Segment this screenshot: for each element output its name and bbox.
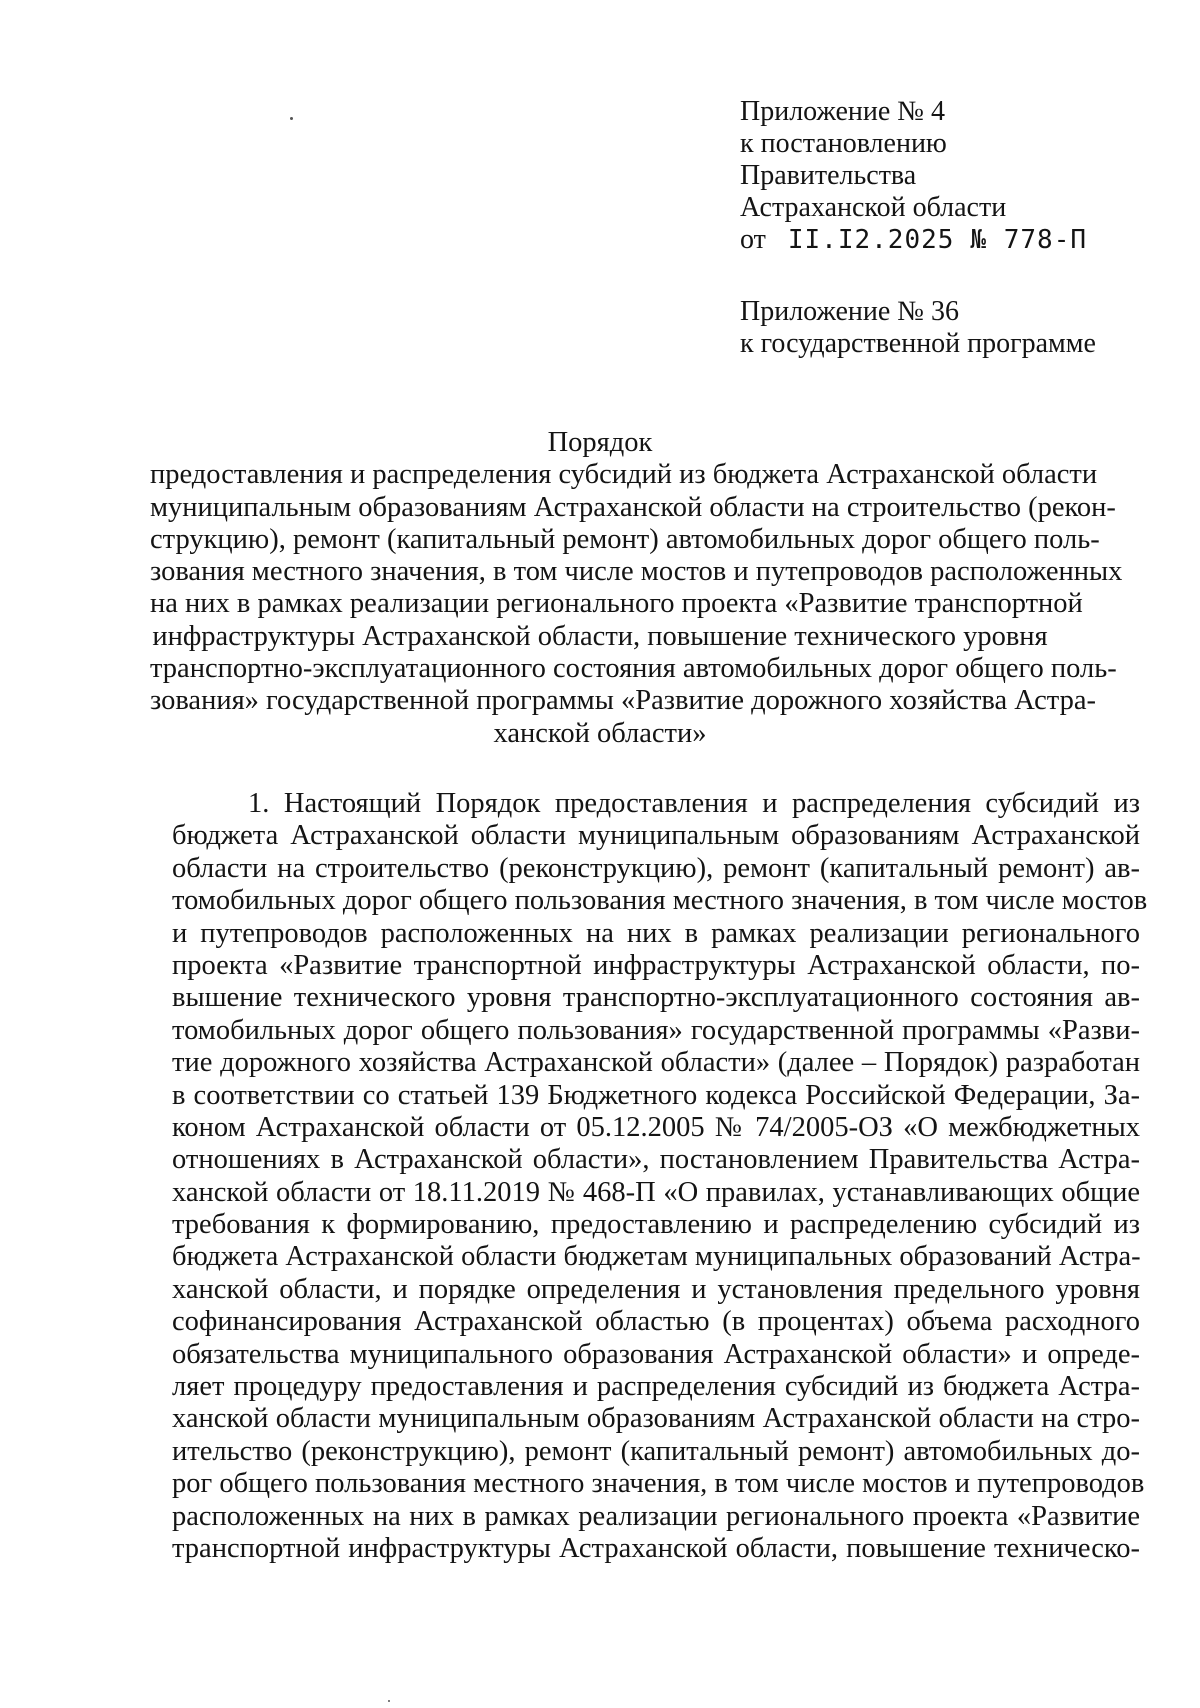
body-line: тие дорожного хозяйства Астраханской области» (далее – Порядок) разработан [172,1047,1140,1079]
body-line: расположенных на них в рамках реализации регионального проекта «Развитие [172,1500,1140,1532]
title-line: зования местного значения, в том числе мостов и путепроводов расположенных [150,556,1123,588]
paragraph-1 [172,788,1148,1565]
title-line: муниципальным образованиям Астраханской области на строительство (рекон- [150,491,1116,523]
body-line: софинансирования Астраханской областью (в процентах) объема расходного [172,1306,1140,1338]
body-line: томобильных дорог общего пользования местного значения, в том числе мостов [172,885,1148,917]
body-line: вышение технического уровня транспортно-эксплуатационного состояния ав- [172,982,1140,1014]
scan-speck [290,117,293,120]
title-line: на них в рамках реализации регионального проекта «Развитие транспортной [150,588,1083,620]
body-line: обязательства муниципального образования Астраханской области» и опреде- [172,1338,1140,1370]
body-line: ханской области, и порядке определения и установления предельного уровня [172,1273,1140,1305]
title-heading: Порядок [547,427,653,458]
body-line: ительство (реконструкцию), ремонт (капитальный ремонт) автомобильных до- [172,1435,1140,1467]
body-line: области на строительство (реконструкцию), ремонт (капитальный ремонт) ав- [172,852,1140,884]
scan-speck [388,1700,390,1702]
body-line: требования к формированию, предоставлению и распределению субсидий из [172,1209,1140,1241]
body-line: коном Астраханской области от 05.12.2005 № 74/2005-ОЗ «О межбюджетных [172,1111,1140,1143]
title-line: предоставления и распределения субсидий из бюджета Астраханской области [150,459,1098,491]
annex-line: Правительства [740,160,917,191]
annex-appendix-block [740,96,1087,256]
date-prefix: от [740,224,766,255]
title-line: зования» государственной программы «Развитие дорожного хозяйства Астра- [150,685,1096,717]
annex-line: Приложение № 4 [740,96,945,127]
body-line: рог общего пользования местного значения, в том числе мостов и путепроводов [172,1468,1145,1500]
body-line: бюджета Астраханской области муниципальным образованиям Астраханской [172,820,1140,852]
body-line: ханской области муниципальным образованиям Астраханской области на стро- [172,1403,1140,1435]
document-title [150,427,1123,750]
resolution-number: № 778-П [970,225,1087,255]
body-line-text: 1. Настоящий Порядок предоставления и распределения субсидий из [248,788,1140,819]
body-line [172,788,1140,820]
title-line: ханской области» [493,717,707,749]
body-line: бюджета Астраханской области бюджетам муниципальных образований Астра- [172,1241,1141,1273]
body-line: томобильных дорог общего пользования» государственной программы «Разви- [172,1014,1140,1046]
resolution-date: II.I2.2025 [787,225,955,255]
title-line: инфраструктуры Астраханской области, повышение технического уровня [152,620,1048,652]
body-line: отношениях в Астраханской области», постановлением Правительства Астра- [172,1144,1140,1176]
body-line: проекта «Развитие транспортной инфраструктуры Астраханской области, по- [172,949,1140,981]
body-line: транспортной инфраструктуры Астраханской области, повышение техническо- [172,1532,1140,1564]
title-line: струкцию), ремонт (капитальный ремонт) автомобильных дорог общего поль- [150,523,1100,555]
annex-line: к постановлению [740,128,947,159]
annex-program-block [740,296,1096,360]
body-line: и путепроводов расположенных на них в рамках реализации регионального [172,917,1140,949]
annex-line: Приложение № 36 [740,296,959,327]
body-line: ханской области от 18.11.2019 № 468-П «О правилах, устанавливающих общие [172,1176,1140,1208]
resolution-date-line [740,224,1087,256]
body-line: в соответствии со статьей 139 Бюджетного кодекса Российской Федерации, За- [172,1079,1140,1111]
annex-line: к государственной программе [740,328,1096,359]
annex-line: Астраханской области [740,192,1007,223]
title-line: транспортно-эксплуатационного состояния автомобильных дорог общего поль- [150,653,1117,685]
body-line: ляет процедуру предоставления и распределения субсидий из бюджета Астра- [172,1371,1140,1403]
